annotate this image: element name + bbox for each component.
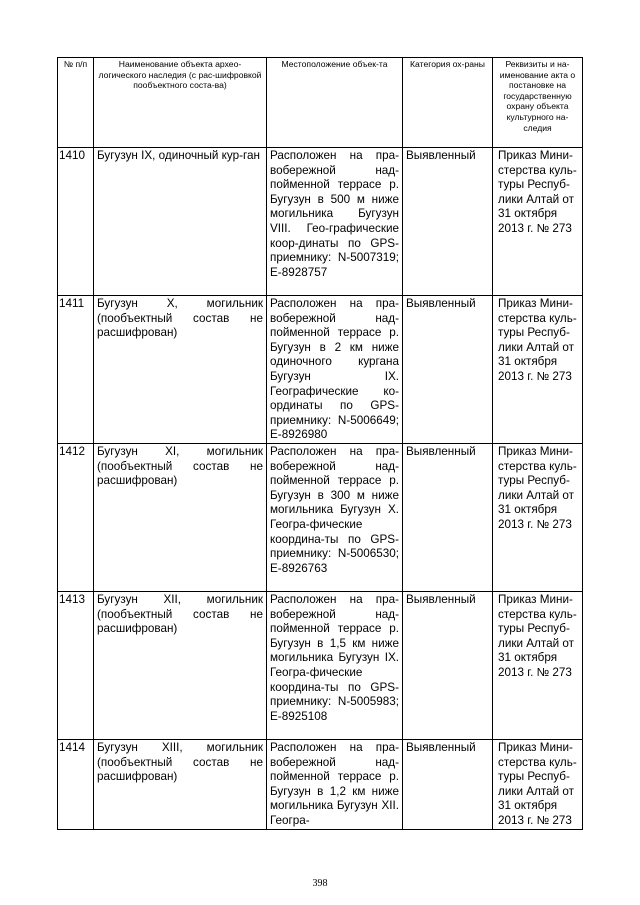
row-number: 1413 [58, 592, 94, 740]
header-act-details: Реквизиты и на-именование акта о постановке на государственную охрану объекта культурного на-следия [493, 58, 583, 148]
header-location: Местоположение объек-та [267, 58, 403, 148]
act-details: Приказ Мини-стерства куль-туры Респуб-лики Алтай от 31 октября 2013 г. № 273 [493, 148, 583, 296]
object-location: Расположен на пра-вобережной над-пойменной террасе р. Бугузун в 1,2 км ниже могильника Бугузун XII. Геогра- [267, 740, 403, 830]
object-name: Бугузун X, могильник (пообъектный состав не расшифрован) [94, 296, 267, 444]
object-name: Бугузун XIII, могильник (пообъектный состав не расшифрован) [94, 740, 267, 830]
protection-category: Выявленный [403, 444, 493, 592]
act-details: Приказ Мини-стерства куль-туры Респуб-лики Алтай от 31 октября 2013 г. № 273 [493, 592, 583, 740]
row-number: 1412 [58, 444, 94, 592]
act-details: Приказ Мини-стерства куль-туры Респуб-лики Алтай от 31 октября 2013 г. № 273 [493, 296, 583, 444]
table-header-row [58, 58, 583, 148]
table-row [58, 296, 583, 444]
protection-category: Выявленный [403, 148, 493, 296]
object-name: Бугузун IX, одиночный кур-ган [94, 148, 267, 296]
object-name: Бугузун XI, могильник (пообъектный состав не расшифрован) [94, 444, 267, 592]
row-number: 1411 [58, 296, 94, 444]
row-number: 1414 [58, 740, 94, 830]
table-row [58, 148, 583, 296]
object-location: Расположен на пра-вобережной над-пойменной террасе р. Бугузун в 300 м ниже могильника Бугузун X. Геогра-фические координа-ты по GPS-приемнику: N-5006530; E-8926763 [267, 444, 403, 592]
table-row [58, 444, 583, 592]
act-details: Приказ Мини-стерства куль-туры Респуб-лики Алтай от 31 октября 2013 г. № 273 [493, 740, 583, 830]
page-number: 398 [312, 878, 328, 889]
table-row [58, 592, 583, 740]
header-number: № п/п [58, 58, 94, 148]
protection-category: Выявленный [403, 592, 493, 740]
heritage-register-table [57, 57, 583, 830]
object-location: Расположен на пра-вобережной над-пойменной террасе р. Бугузун в 500 м ниже могильника Бугузун VIII. Гео-графические коор-динаты по GPS-приемнику: N-5007319; E-8928757 [267, 148, 403, 296]
row-number: 1410 [58, 148, 94, 296]
header-protection-category: Категория ох-раны [403, 58, 493, 148]
object-location: Расположен на пра-вобережной над-пойменной террасе р. Бугузун в 1,5 км ниже могильника Бугузун IX. Геогра-фические координа-ты по GPS-приемнику: N-5005983; E-8925108 [267, 592, 403, 740]
protection-category: Выявленный [403, 740, 493, 830]
object-name: Бугузун XII, могильник (пообъектный состав не расшифрован) [94, 592, 267, 740]
protection-category: Выявленный [403, 296, 493, 444]
table-row [58, 740, 583, 830]
act-details: Приказ Мини-стерства куль-туры Респуб-лики Алтай от 31 октября 2013 г. № 273 [493, 444, 583, 592]
object-location: Расположен на пра-вобережной над-пойменной террасе р. Бугузун в 2 км ниже одиночного кургана Бугузун IX. Географические ко-ординаты по GPS-приемнику: N-5006649; E-8926980 [267, 296, 403, 444]
header-object-name: Наименование объекта архео-логического наследия (с рас-шифровкой пообъектного соста-ва) [94, 58, 267, 148]
